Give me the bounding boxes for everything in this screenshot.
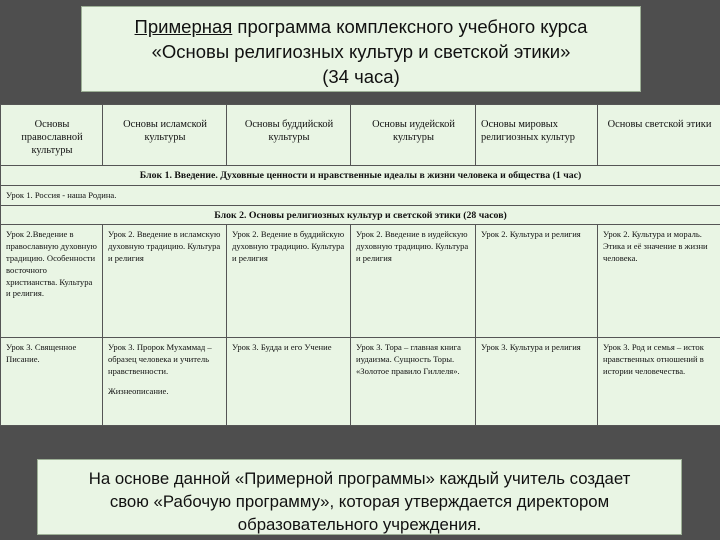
program-table (0, 104, 720, 426)
table-header-row (1, 105, 720, 166)
lesson-3-cell: Урок 3. Культура и религия (476, 338, 598, 426)
title-line-3: (34 часа) (322, 66, 400, 87)
block-1-row (1, 166, 720, 186)
title-line-2: «Основы религиозных культур и светской этики» (151, 41, 571, 62)
footer-note-box (37, 459, 682, 535)
lesson-3-cell (103, 338, 227, 426)
footer-line-3: образовательного учреждения. (237, 515, 482, 534)
column-header-buddhist: Основы буддийской культуры (227, 105, 351, 166)
lesson-3-cell: Урок 3. Род и семья – исток нравственных отношений в истории человечества. (598, 338, 720, 426)
lesson-1-cell: Урок 1. Россия - наша Родина. (1, 185, 720, 205)
lesson-2-cell: Урок 2.Введение в православную духовную традицию. Особенности восточного христианства. Культура и религия. (1, 225, 103, 338)
lesson-3-cell: Урок 3. Священное Писание. (1, 338, 103, 426)
block-2-title: Блок 2. Основы религиозных культур и светской этики (28 часов) (1, 205, 720, 225)
lesson-3-cell: Урок 3. Тора – главная книга иудаизма. Сущность Торы. «Золотое правило Гиллеля». (351, 338, 476, 426)
block-1-title: Блок 1. Введение. Духовные ценности и нравственные идеалы в жизни человека и общества (1 час) (1, 166, 720, 186)
lesson-2-cell: Урок 2. Введение в исламскую духовную традицию. Культура и религия (103, 225, 227, 338)
title-box (81, 6, 641, 92)
lesson-3-islamic-extra: Жизнеописание. (108, 385, 169, 396)
column-header-orthodox: Основы православной культуры (1, 105, 103, 166)
lesson-3-row (1, 338, 720, 426)
lesson-3-cell: Урок 3. Будда и его Учение (227, 338, 351, 426)
lesson-2-cell: Урок 2. Введение в иудейскую духовную традицию. Культура и религия (351, 225, 476, 338)
lesson-2-cell: Урок 2. Ведение в буддийскую духовную традицию. Культура и религия (227, 225, 351, 338)
block-2-row (1, 205, 720, 225)
title-line-1-rest: программа комплексного учебного курса (232, 16, 588, 37)
footer-line-1: На основе данной «Примерной программы» каждый учитель создает (88, 469, 631, 488)
lesson-2-cell: Урок 2. Культура и мораль. Этика и её значение в жизни человека. (598, 225, 720, 338)
lesson-2-cell: Урок 2. Культура и религия (476, 225, 598, 338)
footer-line-2: свою «Рабочую программу», которая утверждается директором (109, 492, 610, 511)
lesson-2-row (1, 225, 720, 338)
column-header-judaic: Основы иудейской культуры (351, 105, 476, 166)
title-underlined-word: Примерная (134, 16, 233, 37)
column-header-secular-ethics: Основы светской этики (598, 105, 720, 166)
column-header-islamic: Основы исламской культуры (103, 105, 227, 166)
title-line-1 (82, 14, 640, 39)
column-header-world-religions: Основы мировых религиозных культур (476, 105, 598, 166)
lesson-1-row (1, 185, 720, 205)
lesson-3-islamic-text: Урок 3. Пророк Мухаммад – образец человека и учитель нравственности. (108, 342, 212, 376)
